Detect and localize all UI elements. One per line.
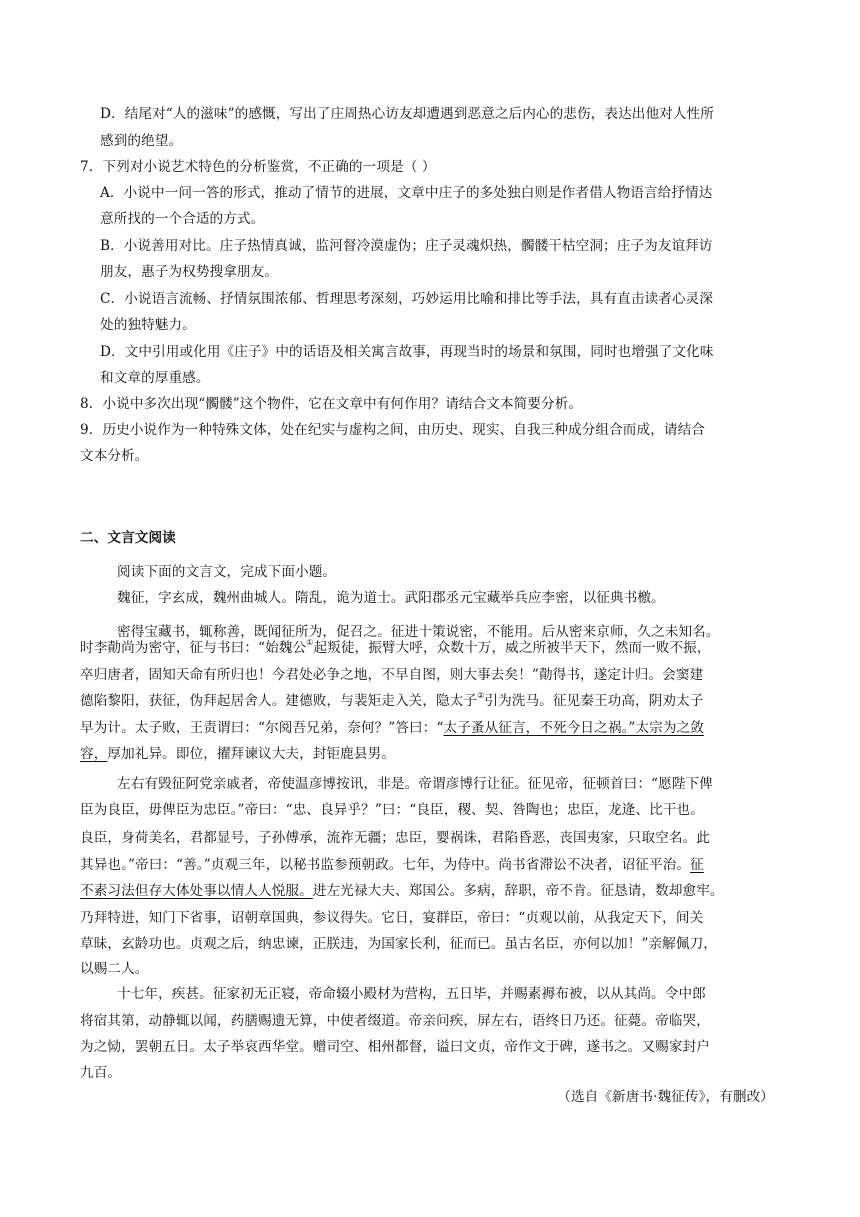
text-segment: 进左光禄大夫、郑国公。多病，辞职，帝不肯。征恳请，数却愈牢。 [312,883,724,899]
passage-p2-line4 [80,692,704,710]
passage-p3-line8: 以赐二人。 [80,961,149,977]
q7-option-d-line1: D．文中引用或化用《庄子》中的话语及相关寓言故事，再现当时的场景和氛围，同时也增强了文化味 [100,344,714,360]
passage-p1-line1: 魏征，字玄成，魏州曲城人。隋乱，诡为道士。武阳郡丞元宝藏举兵应李密，以征典书檄。 [117,590,665,606]
passage-p4-line4: 九百。 [80,1065,122,1081]
underlined-sentence: 太子蚤从征言，不死今日之祸。”太宗为之敛 [443,720,704,736]
passage-p2-line5 [80,719,704,737]
q7-option-c-line1: C．小说语言流畅、抒情氛围浓郁、哲理思考深刻，巧妙运用比喻和排比等手法，具有直击读者心灵深 [100,291,714,307]
text-segment: 起叛徒，振臂大呼，众数十万，威之所被半天下，然而一败不振， [313,640,711,656]
footnote-marker: ① [306,638,314,647]
source-citation: （选自《新唐书·魏征传》，有删改） [557,1089,774,1105]
passage-p3-line7: 草昧，玄龄功也。贞观之后，纳忠谏，正朕违，为国家长利，征而已。虽古名臣，亦何以加！”亲解佩刀， [80,936,717,952]
q7-stem: 7．下列对小说艺术特色的分析鉴赏，不正确的一项是（ ） [80,159,436,175]
text-segment: 时李勣尚为密守，征与书曰：“始魏公 [80,640,307,656]
underlined-sentence: 征 [690,857,704,873]
passage-p3-line5 [80,882,724,900]
q7-option-a-line1: A．小说中一问一答的形式，推动了情节的进展，文章中庄子的多处独白则是作者借人物语言给抒情达 [100,185,713,201]
text-segment: 引为洗马。征见秦王功高，阴劝太子 [484,693,704,709]
passage-p3-line4 [80,856,704,874]
reading-instruction: 阅读下面的文言文，完成下面小题。 [117,564,337,580]
q9-line2: 文本分析。 [80,448,149,464]
q6-option-d-line1: D．结尾对“人的滋味”的感慨，写出了庄周热心访友却遭遇到恶意之后内心的悲伤，表达出他对人性所 [100,106,714,122]
passage-p3-line3: 良臣，身荷美名，君都显号，子孙傅承，流祚无疆；忠臣，婴祸诛，君陷昏恶，丧国夷家，只取空名。此 [80,830,710,846]
passage-p4-line3: 为之恸，罢朝五日。太子举哀西华堂。赠司空、相州都督，谥曰文贞，帝作文于碑，遂书之。又赐家封户 [80,1039,710,1055]
passage-p3-line2: 臣为良臣，毋俾臣为忠臣。”帝曰：“忠、良异乎？”曰：“良臣，稷、契、咎陶也；忠臣，龙逄、比干也。 [80,802,704,818]
passage-p2-line1: 密得宝藏书，辄称善，既闻征所为，促召之。征进十策说密，不能用。后从密来京师，久之未知名。 [117,624,720,640]
passage-p3-line1: 左右有毁征阿党亲戚者，帝使温彦博按讯，非是。帝谓彦博行让征。征见帝，征顿首曰：“愿陛下俾 [117,776,713,792]
q7-option-d-line2: 和文章的厚重感。 [100,370,210,386]
q7-option-c-line2: 处的独特魅力。 [100,317,196,333]
passage-p2-line3: 卒归唐者，固知天命有所归也！今君处必争之地，不早自图，则大事去矣！”勣得书，遂定计归。会窦建 [80,667,704,683]
underlined-sentence: 不素习法但存大体处事以情人人悦服。 [80,883,313,899]
text-segment: 早为计。太子败，王责谓曰：“尔阅吾兄弟，奈何？”答曰：“ [80,720,444,736]
text-segment: 其异也。”帝曰：“善。”贞观三年，以秘书监参预朝政。七年，为侍中。尚书省滞讼不决者，诏征平治。 [80,857,691,873]
footnote-marker: ② [477,691,485,700]
text-segment: 厚加礼异。即位，擢拜谏议大夫，封钜鹿县男。 [107,746,395,762]
passage-p4-line1: 十七年，疾甚。征家初无正寝，帝命辍小殿材为营构，五日毕，并赐素褥布被，以从其尚。令中郎 [117,986,706,1002]
passage-p3-line6: 乃拜特进，知门下省事，诏朝章国典，参议得失。它日，宴群臣，帝曰：“贞观以前，从我定天下，间关 [80,910,704,926]
passage-p4-line2: 将宿其第，动静辄以闻，药膳赐遗无算，中使者缀道。帝亲问疾，屏左右，语终日乃还。征薨。帝临哭， [80,1013,710,1029]
q9-line1: 9．历史小说作为一种特殊文体，处在纪实与虚构之间，由历史、现实、自我三种成分组合而成，请结合 [80,422,705,438]
q8-stem: 8．小说中多次出现“髑髅”这个物件，它在文章中有何作用？请结合文本简要分析。 [80,396,583,412]
passage-p2-line6 [80,745,395,763]
passage-p2-line2 [80,639,711,657]
text-segment: 德陷黎阳，获征，伪拜起居舍人。建德败，与裴矩走入关，隐太子 [80,693,478,709]
section-heading: 二、文言文阅读 [80,530,176,546]
q6-option-d-line2: 感到的绝望。 [100,133,183,149]
q7-option-b-line1: B．小说善用对比。庄子热情真诚，监河督冷漠虚伪；庄子灵魂炽热，髑髅干枯空洞；庄子为友谊拜访 [100,238,713,254]
q7-option-b-line2: 朋友，惠子为权势搜拿朋友。 [100,264,279,280]
q7-option-a-line2: 意所找的一个合适的方式。 [100,211,265,227]
underlined-sentence: 容， [80,746,108,762]
